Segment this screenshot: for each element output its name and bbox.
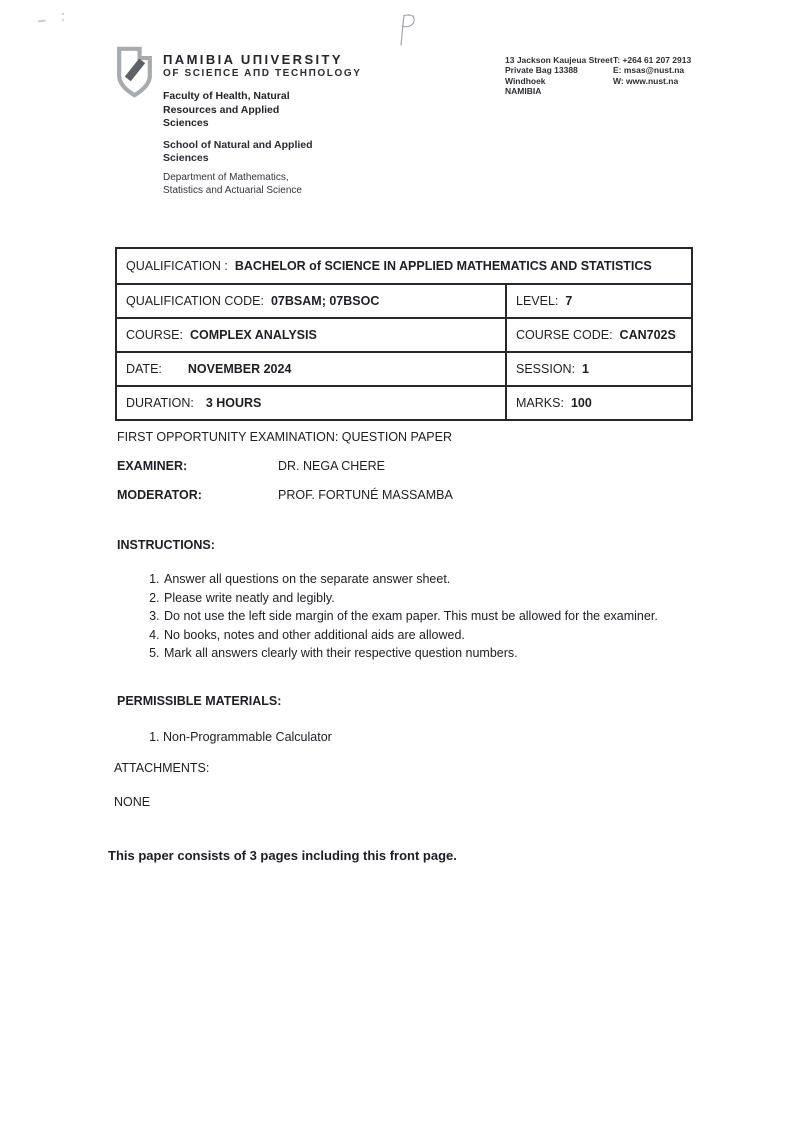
address-line: Private Bag 13388 bbox=[505, 65, 578, 76]
duration-cell bbox=[117, 385, 505, 419]
instruction-item: 1. Answer all questions on the separate answer sheet. bbox=[163, 570, 685, 589]
phone-line: T: +264 61 207 2913 bbox=[613, 55, 692, 65]
permissible-materials-heading: PERMISSIBLE MATERIALS: bbox=[117, 694, 282, 708]
school-name bbox=[163, 139, 313, 165]
address-line: Windhoek bbox=[505, 75, 546, 86]
qualification-cell bbox=[117, 249, 691, 283]
instruction-item: 4. No books, notes and other additional aids are allowed. bbox=[163, 626, 685, 645]
course-code-value: CAN702S bbox=[619, 328, 676, 342]
faculty-line: Sciences bbox=[163, 117, 209, 129]
course-value: COMPLEX ANALYSIS bbox=[189, 328, 317, 342]
examiner-row bbox=[117, 459, 385, 473]
date-label: DATE: bbox=[126, 362, 162, 376]
session-cell bbox=[505, 351, 691, 385]
scan-speck bbox=[38, 19, 46, 22]
moderator-label: MODERATOR: bbox=[117, 488, 202, 502]
handwritten-p-mark bbox=[392, 13, 418, 47]
instruction-item: 3. Do not use the left side margin of the exam paper. This must be allowed for the examiner. bbox=[163, 607, 685, 626]
course-label: COURSE: bbox=[126, 328, 183, 342]
qualification-code-cell bbox=[117, 283, 505, 317]
moderator-value: PROF. FORTUNÉ MASSAMBA bbox=[278, 488, 453, 502]
date-value: NOVEMBER 2024 bbox=[187, 362, 292, 376]
marks-label: MARKS: bbox=[516, 396, 564, 410]
level-label: LEVEL: bbox=[516, 294, 559, 308]
course-code-label: COURSE CODE: bbox=[516, 328, 613, 342]
faculty-line: Faculty of Health, Natural bbox=[163, 90, 290, 102]
attachments-value: NONE bbox=[114, 795, 151, 809]
page-count-note: This paper consists of 3 pages including this front page. bbox=[108, 848, 457, 863]
instructions-list bbox=[122, 570, 685, 663]
attachments-heading: ATTACHMENTS: bbox=[114, 761, 210, 775]
level-cell bbox=[505, 283, 691, 317]
instructions-heading: INSTRUCTIONS: bbox=[117, 538, 215, 552]
university-name: ΠAMIBIA UΠIVERSITY bbox=[163, 52, 343, 67]
examiner-value: DR. NEGA CHERE bbox=[278, 459, 385, 473]
qualification-label: QUALIFICATION : bbox=[126, 259, 228, 273]
instruction-item: 5. Mark all answers clearly with their respective question numbers. bbox=[163, 644, 685, 663]
duration-label: DURATION: bbox=[126, 396, 194, 410]
address-line: NAMIBIA bbox=[505, 85, 542, 96]
email-line: E: msas@nust.na bbox=[613, 65, 685, 76]
faculty-name bbox=[163, 90, 290, 131]
marks-value: 100 bbox=[570, 396, 592, 410]
duration-value: 3 HOURS bbox=[205, 396, 262, 410]
scan-speck bbox=[62, 13, 64, 15]
marks-cell bbox=[505, 385, 691, 419]
examiner-label: EXAMINER: bbox=[117, 459, 188, 473]
paper-type-line: FIRST OPPORTUNITY EXAMINATION: QUESTION PAPER bbox=[117, 430, 453, 444]
course-code-cell bbox=[505, 317, 691, 351]
nust-logo-icon bbox=[111, 46, 158, 98]
faculty-line: Resources and Applied bbox=[163, 103, 280, 116]
session-value: 1 bbox=[582, 362, 589, 376]
date-cell bbox=[117, 351, 505, 385]
address-line: 13 Jackson Kaujeua Street bbox=[505, 55, 613, 65]
university-subtitle: OF SCIEΠCE AΠD TECHΠOLOGY bbox=[163, 68, 362, 79]
level-value: 7 bbox=[565, 294, 573, 308]
department-name bbox=[163, 172, 302, 197]
qualification-code-label: QUALIFICATION CODE: bbox=[126, 294, 264, 308]
instruction-item: 2. Please write neatly and legibly. bbox=[163, 589, 685, 608]
moderator-row bbox=[117, 488, 453, 502]
school-line: Sciences bbox=[163, 152, 209, 164]
session-label: SESSION: bbox=[516, 362, 576, 376]
department-line: Statistics and Actuarial Science bbox=[163, 184, 302, 196]
qualification-code-value: 07BSAM; 07BSOC bbox=[270, 294, 380, 308]
website-line: W: www.nust.na bbox=[613, 75, 679, 86]
department-line: Department of Mathematics, bbox=[163, 172, 289, 183]
contact-block bbox=[613, 55, 691, 86]
school-line: School of Natural and Applied bbox=[163, 139, 313, 151]
exam-details-table bbox=[115, 247, 693, 421]
course-cell bbox=[117, 317, 505, 351]
permissible-material-item: 1. Non-Programmable Calculator bbox=[163, 728, 583, 746]
qualification-value: BACHELOR of SCIENCE IN APPLIED MATHEMATICS AND STATISTICS bbox=[234, 259, 652, 273]
permissible-materials-list bbox=[122, 728, 583, 746]
address-block bbox=[505, 55, 613, 96]
